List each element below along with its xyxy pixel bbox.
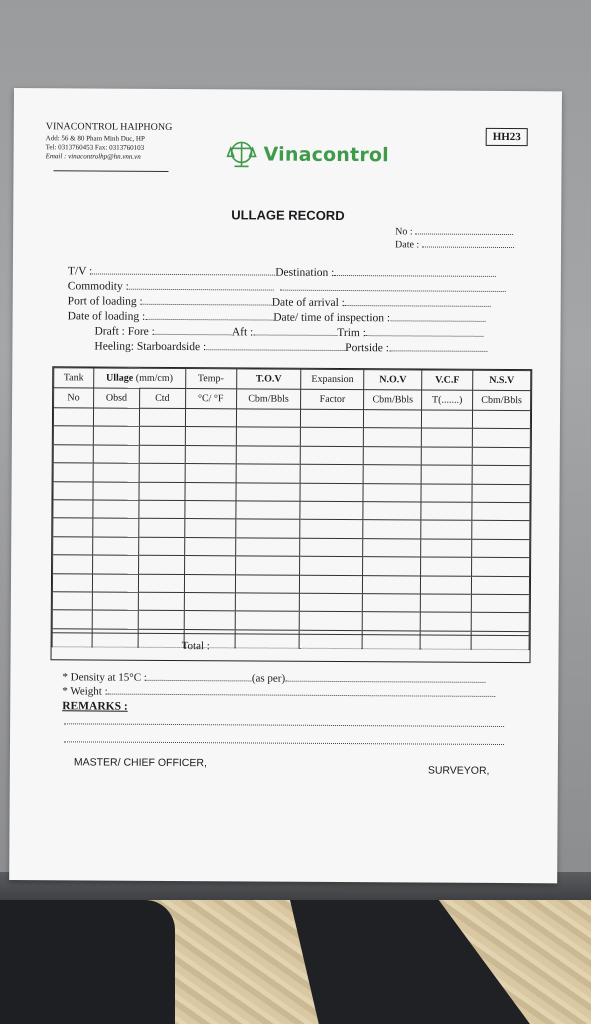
table-cell[interactable] [363,557,421,576]
table-cell[interactable] [300,538,363,557]
table-cell[interactable] [422,410,473,429]
table-cell[interactable] [53,518,93,537]
table-cell[interactable] [92,574,138,593]
table-cell[interactable] [236,464,301,483]
draft-fore-label: Draft : Fore : [94,325,155,338]
table-cell[interactable] [472,502,530,521]
table-cell[interactable] [421,447,472,466]
table-cell[interactable] [139,519,185,538]
total-row [52,632,530,662]
total-label: Total : [181,640,210,653]
table-cell[interactable] [472,429,530,448]
table-cell[interactable] [235,556,300,575]
col-temp: Temp- [185,369,236,389]
date-loading-field[interactable] [145,311,273,321]
trim-label: Trim : [337,326,366,340]
table-cell[interactable] [93,537,139,556]
table-cell[interactable] [421,557,472,576]
phone-line: Tel: 0313760453 Fax: 0313760103 [45,143,145,152]
table-cell[interactable] [93,445,139,464]
ullage-record-form [9,88,562,883]
as-per-field[interactable] [285,673,485,683]
col-temp-unit: °C/ °F [185,389,236,409]
table-cell[interactable] [235,538,300,557]
email-line: Email : vinacontrolhp@hn.vnn.vn [45,152,141,161]
table-cell[interactable] [364,428,422,447]
density-label: * Density at 15°C : [62,671,147,684]
destination-label: Destination : [275,266,335,279]
table-cell[interactable] [236,427,301,446]
trim-field[interactable] [366,327,484,337]
address-divider [53,170,168,172]
col-obsd: Obsd [93,388,139,408]
table-cell[interactable] [300,464,363,483]
date-field[interactable] [422,238,514,248]
col-tov-unit: Cbm/Bbls [236,389,301,409]
table-cell[interactable] [53,426,93,445]
col-nov-unit: Cbm/Bbls [364,390,422,410]
table-cell[interactable] [138,537,184,556]
col-tank-no: No [54,388,94,408]
table-cell[interactable] [471,576,529,595]
table-cell[interactable] [362,612,420,631]
table-cell[interactable] [364,410,422,429]
table-cell[interactable] [184,592,235,611]
table-cell[interactable] [363,594,421,613]
remarks-line-2[interactable] [64,733,504,745]
table-cell[interactable] [472,410,530,429]
table-cell[interactable] [236,409,301,428]
density-field[interactable] [147,672,252,682]
table-cell[interactable] [138,611,184,630]
table-cell[interactable] [301,446,364,465]
table-cell[interactable] [471,613,529,632]
table-cell[interactable] [139,408,185,427]
aft-label: Aft : [231,326,254,339]
table-cell[interactable] [93,482,139,501]
table-cell[interactable] [185,409,236,428]
table-cell[interactable] [139,500,185,519]
table-cell[interactable] [363,483,421,502]
ullage-unit: (mm/cm) [135,372,174,384]
table-cell[interactable] [300,575,363,594]
table-cell[interactable] [363,465,421,484]
table-cell[interactable] [300,612,363,631]
address-line: Add: 56 & 80 Pham Minh Duc, HP [45,134,145,143]
table-cell[interactable] [93,463,139,482]
table-cell[interactable] [52,592,92,611]
table-cell[interactable] [93,500,139,519]
date-inspection-label: Date/ time of inspection : [273,311,391,325]
table-cell[interactable] [420,594,471,613]
table-cell[interactable] [363,575,421,594]
commodity-field[interactable] [129,281,274,291]
col-nsv-unit: Cbm/Bbls [473,390,531,410]
date-loading-label: Date of loading : [67,310,146,323]
remarks-line-1[interactable] [64,715,504,727]
table-cell[interactable] [472,447,530,466]
table-cell[interactable] [53,500,93,519]
portside-label: Portside : [345,342,390,355]
table-cell[interactable] [93,408,139,427]
number-date-block [395,225,514,252]
commodity-label: Commodity : [67,280,129,293]
document-title: ULLAGE RECORD [231,207,345,224]
table-cell[interactable] [421,539,472,558]
table-cell[interactable] [92,555,138,574]
col-ctd: Ctd [139,388,185,408]
no-field[interactable] [415,225,513,235]
table-cell[interactable] [235,501,300,520]
table-cell[interactable] [138,574,184,593]
company-name: VINACONTROL HAIPHONG [45,121,173,133]
table-cell[interactable] [363,446,421,465]
table-cell[interactable] [53,555,93,574]
table-cell[interactable] [363,520,421,539]
table-cell[interactable] [185,464,236,483]
table-cell[interactable] [235,574,300,593]
col-vcf-unit: T(.......) [422,390,473,410]
port-loading-label: Port of loading : [67,295,143,308]
table-cell[interactable] [185,445,236,464]
remarks-label: REMARKS : [62,700,128,713]
date-arrival-field[interactable] [345,297,491,307]
scales-icon [226,139,258,169]
ullage-header: Ullage [106,372,134,384]
table-cell[interactable] [92,592,138,611]
form-code-badge: HH23 [486,128,528,146]
portside-field[interactable] [389,342,487,352]
table-cell[interactable] [184,574,235,593]
date-label: Date : [395,239,420,251]
table-cell[interactable] [53,481,93,500]
table-cell[interactable] [53,463,93,482]
table-cell[interactable] [53,445,93,464]
as-per-label: (as per) [251,672,286,685]
table-cell[interactable] [301,428,364,447]
table-cell[interactable] [184,537,235,556]
date-arrival-label: Date of arrival : [271,296,345,310]
weight-field[interactable] [108,686,496,697]
table-cell[interactable] [235,611,300,630]
table-cell[interactable] [471,594,529,613]
table-cell[interactable] [185,501,236,520]
aft-field[interactable] [253,326,337,336]
table-cell[interactable] [421,502,472,521]
table-cell[interactable] [184,556,235,575]
table-cell[interactable] [52,573,92,592]
no-label: No : [395,226,413,238]
table-body [52,408,530,653]
table-cell[interactable] [421,576,472,595]
vinacontrol-logo [226,139,389,170]
table-cell[interactable] [184,611,235,630]
port-loading-field[interactable] [143,296,272,306]
weight-label: * Weight : [62,685,108,698]
table-cell[interactable] [138,555,184,574]
tv-label: T/V : [67,265,93,278]
starboard-field[interactable] [206,341,345,351]
table-cell[interactable] [139,482,185,501]
surveyor-signature-label: SURVEYOR, [427,764,490,777]
table-cell[interactable] [421,428,472,447]
col-tov: T.O.V [236,369,301,389]
col-nsv: N.S.V [473,370,531,390]
draft-fore-field[interactable] [155,326,232,335]
tv-field[interactable] [92,265,275,275]
col-vcf: V.C.F [422,370,473,390]
starboard-label: Heeling: Starboardside : [94,340,207,354]
table-cell[interactable] [139,427,185,446]
table-cell[interactable] [472,557,530,576]
table-cell[interactable] [185,427,236,446]
col-nov: N.O.V [364,370,422,390]
table-cell[interactable] [421,520,472,539]
col-ullage [94,368,186,389]
table-cell[interactable] [236,446,301,465]
table-cell[interactable] [93,518,139,537]
table-cell[interactable] [363,538,421,557]
table-cell[interactable] [300,593,363,612]
left-leg [0,900,175,1024]
table-cell[interactable] [472,521,530,540]
destination-field[interactable] [334,267,496,277]
table-cell[interactable] [472,465,530,484]
logo-text: Vinacontrol [263,143,389,167]
table-cell[interactable] [53,408,93,427]
table-cell[interactable] [300,520,363,539]
table-cell[interactable] [185,482,236,501]
table-cell[interactable] [235,519,300,538]
table-cell[interactable] [300,501,363,520]
table-cell[interactable] [139,445,185,464]
table-cell[interactable] [363,502,421,521]
table-cell[interactable] [472,539,530,558]
table-cell[interactable] [138,592,184,611]
col-factor: Factor [301,389,364,409]
table-cell[interactable] [53,536,93,555]
table-cell[interactable] [472,484,530,503]
table-cell[interactable] [300,556,363,575]
col-tank: Tank [54,368,94,388]
table-cell[interactable] [421,465,472,484]
table-cell[interactable] [52,610,92,629]
table-cell[interactable] [139,463,185,482]
table-cell[interactable] [421,484,472,503]
table-cell[interactable] [300,483,363,502]
table-cell[interactable] [420,612,471,631]
table-cell[interactable] [92,610,138,629]
ullage-table [51,366,533,663]
company-address [46,134,145,162]
date-inspection-field[interactable] [390,312,485,322]
commodity-field-cont[interactable] [280,282,506,292]
table-cell[interactable] [184,519,235,538]
table-cell[interactable] [301,409,364,428]
master-signature-label: MASTER/ CHIEF OFFICER, [73,756,207,770]
table-cell[interactable] [93,426,139,445]
col-expansion: Expansion [301,369,364,389]
table-cell[interactable] [236,482,301,501]
table-cell[interactable] [235,593,300,612]
